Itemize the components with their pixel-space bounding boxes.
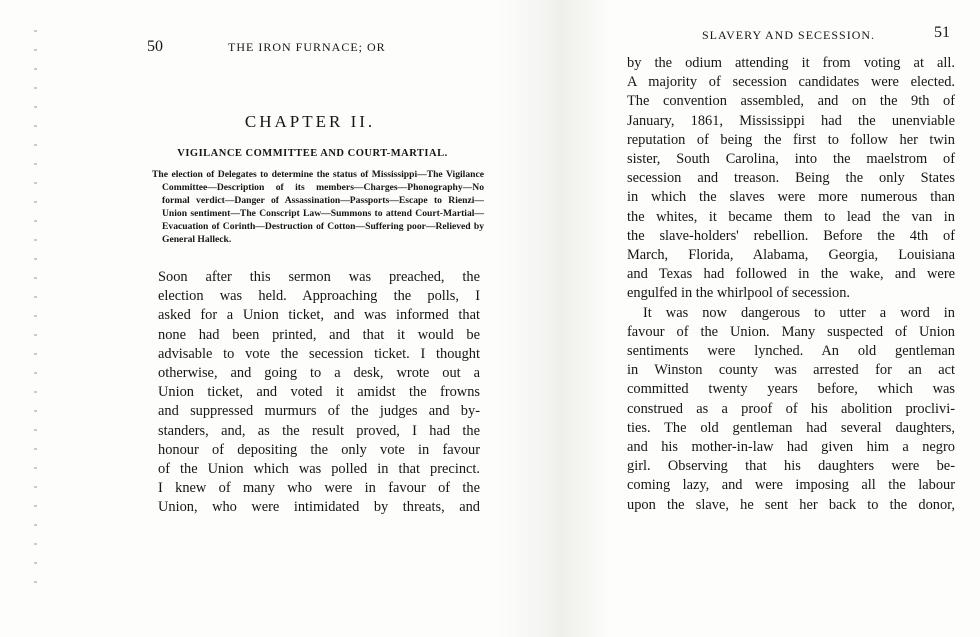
book-gutter: [498, 0, 610, 637]
left-body-text: [158, 268, 480, 518]
scan-edge-marks: [26, 30, 46, 600]
body-line: A majority of secession candidates were elected.: [627, 74, 955, 91]
body-line: Soon after this sermon was preached, the: [158, 269, 480, 285]
body-line: construed as a proof of his abolition proclivi-: [627, 400, 955, 417]
body-line: reputation of being the first to follow her twin: [627, 131, 955, 148]
body-line: otherwise, and going to a desk, wrote out a: [158, 365, 480, 382]
body-line: the whites, it became them to lead the van in: [627, 208, 955, 225]
chapter-subtitle: VIGILANCE COMMITTEE AND COURT-MARTIAL.: [177, 148, 448, 159]
right-running-head: SLAVERY AND SECESSION.: [702, 28, 876, 42]
body-line: and Texas had followed in the wake, and were: [627, 266, 955, 283]
body-line: the slave-holders' rebellion. Before the 4th of: [627, 227, 955, 244]
body-line: and his mother-in-law had given him a negro: [627, 439, 955, 456]
right-body-text: [627, 54, 955, 515]
body-line: honour of depositing the only vote in favour: [158, 441, 480, 458]
body-line: secession and treason. Being the only States: [627, 170, 955, 187]
body-line: favour of the Union. Many suspected of Union: [627, 323, 955, 340]
body-line: of the Union which was polled in that precinct.: [158, 461, 480, 478]
body-line: and suppressed murmurs of the judges and by-: [158, 403, 480, 420]
left-page-number: 50: [147, 38, 163, 55]
body-line: by the odium attending it from voting at all.: [627, 55, 955, 71]
body-line: January, 1861, Mississippi had the unenviable: [627, 112, 955, 129]
body-line: upon the slave, he sent her back to the donor,: [627, 496, 955, 513]
body-line: in which the slaves were more numerous than: [627, 189, 955, 206]
body-line: advisable to vote the secession ticket. I thought: [158, 345, 480, 362]
left-running-head: THE IRON FURNACE; OR: [228, 40, 386, 54]
body-line: I knew of many who were in favour of the: [158, 480, 480, 497]
body-line: asked for a Union ticket, and was informed that: [158, 307, 480, 324]
body-line: standers, and, as the result proved, I had the: [158, 422, 480, 439]
body-line: election was held. Approaching the polls, I: [158, 288, 480, 305]
body-line: Union, who were intimidated by threats, and: [158, 499, 480, 516]
chapter-synopsis: The election of Delegates to determine the status of Mississippi—The Vigilance Committee—Description of its members—Charges—Phonography—No formal verdict—Danger of Assassination—Passports—Escape to Rienzi—Union sentiment—The Conscript Law—Summons to attend Court-Martial—Evacuation of Corinth—Destruction of Cotton—Suffering poor—Relieved by General Halleck.: [152, 169, 484, 245]
body-line: It was now dangerous to utter a word in: [643, 304, 955, 321]
body-line: Union ticket, and voted it amidst the frowns: [158, 384, 480, 401]
right-page-number: 51: [934, 24, 950, 41]
body-line: sister, South Carolina, into the maelstrom of: [627, 151, 955, 168]
body-line: The convention assembled, and on the 9th of: [627, 93, 955, 110]
body-line: committed twenty years before, which was: [627, 381, 955, 398]
body-line: girl. Observing that his daughters were be-: [627, 458, 955, 475]
body-line: none had been printed, and that it would be: [158, 326, 480, 343]
body-line: sentiments were lynched. An old gentleman: [627, 343, 955, 360]
body-line: ties. The old gentleman had several daughters,: [627, 419, 955, 436]
body-line: coming lazy, and were imposing all the labour: [627, 477, 955, 494]
body-line: in Winston county was arrested for an act: [627, 362, 955, 379]
body-line: March, Florida, Alabama, Georgia, Louisiana: [627, 247, 955, 264]
chapter-title: CHAPTER II.: [244, 112, 376, 131]
body-line: engulfed in the whirlpool of secession.: [627, 285, 851, 302]
